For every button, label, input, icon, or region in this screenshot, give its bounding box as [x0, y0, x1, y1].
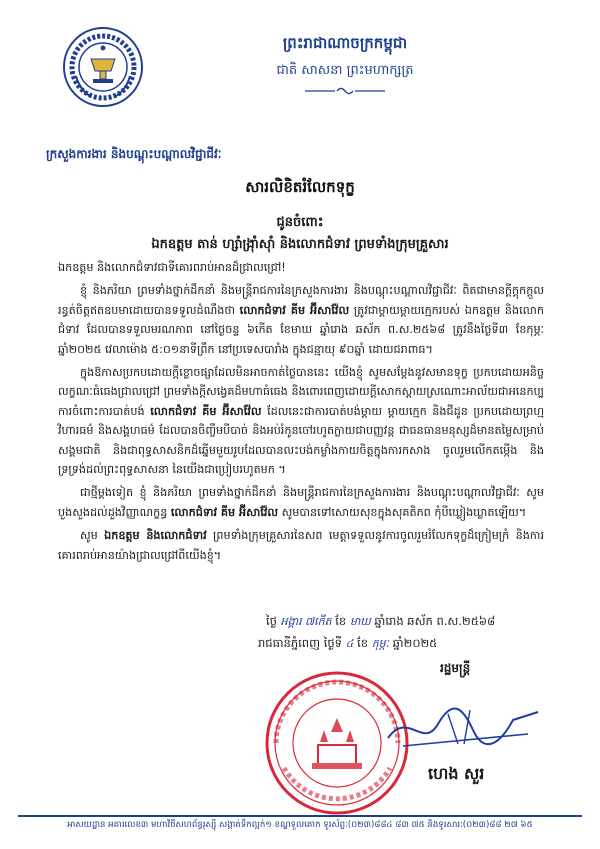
ministry-logo-icon: [62, 26, 144, 108]
letter-title: សារលិខិតរំលែកទុក្ខ: [245, 178, 355, 196]
deceased-name: លោកជំទាវ គីម អ៊ីសាវ៉ែល: [170, 505, 279, 519]
paragraph-3: ជាថ្មីម្តងទៀត ខ្ញុំ និងភរិយា ព្រមទាំងថ្នាក់ដឹកនាំ និងមន្ត្រីរាជការនៃក្រសួងការងារ និងបណ្តុះបណ្តាលវិជ្ជាជីវៈ សូមបួងសួងដល់ដួងវិញ្ញាណក្ខន្ធ លោកជំទាវ គីម អ៊ីសាវ៉ែល សូមបានទៅសោយសុខក្នុងសុគតិភព កុំបីឃ្លៀងឃ្លាតឡើយ។: [58, 486, 544, 519]
handwritten-day: អង្គារ ៧កើត: [280, 615, 332, 628]
recipient-name: ឯកឧត្តម និងលោកជំទាវ: [104, 529, 207, 543]
footer-divider: [18, 815, 582, 817]
footer-address: អាសយដ្ឋាន អគារលេខ៣ មហាវិថីសហព័ន្ធរុស្ស៊ី សង្កាត់ទឹកល្អក់១ ខណ្ឌទួលគោក ទូរស័ព្ទៈ(០២៣)៨៨៤ ៨៣ ៧៥ និងទូរសារៈ(០២៣)៨៨ ២៧ ៦៥: [67, 820, 533, 830]
letterhead: [225, 34, 465, 100]
paragraph-1: ខ្ញុំ និងភរិយា ព្រមទាំងថ្នាក់ដឹកនាំ និងមន្ត្រីរាជការនៃក្រសួងការងារ និងបណ្តុះបណ្តាលវិជ្ជាជីវៈ ពិតជាមានក្តីក្តុកក្តួលរន្ធត់ចិត្តឥតឧបមាដោយបានទទួលដំណឹងថា លោកជំទាវ គីម អ៊ីសាវ៉ែល ត្រូវជាម្តាយម្តាយក្មេករបស់ ឯកឧត្តម និងលោកជំទាវ ដែលបានទទួលមរណភាព នៅថ្ងៃចន្ទ ៦កើត ខែមាឃ ឆ្នាំរោង ឆស័ក ព.ស.២៥៦៨ ត្រូវនឹងថ្ងៃទី៣ ខែកុម្ភៈ ឆ្នាំ២០២៥ វេលាម៉ោង ៥:០១នាទីព្រឹក នៅប្រទេសបារាំង ក្នុងជន្មាយុ ៩០ឆ្នាំ ដោយជរាពាធ។: [58, 284, 544, 356]
letter-body: [58, 258, 544, 569]
kingdom-name: ព្រះរាជាណាចក្រកម្ពុជា: [282, 34, 408, 52]
greeting: ឯកឧត្តម និងលោកជំទាវជាទីគោរពរាប់អានដ៏ជ្រាលជ្រៅ!: [58, 261, 286, 274]
national-motto: ជាតិ សាសនា ព្រះមហាក្សត្រ: [276, 63, 414, 78]
recipient-line: ឯកឧត្តម តាន់ ហ្សាំង្រ៉ាំស៉ាំ និងលោកជំទាវ ព្រមទាំងក្រុមគ្រួសារ: [151, 237, 449, 252]
paragraph-2: ក្នុងឱកាសប្រកបដោយក្តីខ្លោចផ្សាដែលមិនអាចកាត់ថ្លៃបាននេះ យើងខ្ញុំ សូមសម្តែងនូវសមានទុក្ខ ប្រកបដោយអនិច្ចលក្ខណៈធំធេងជ្រាលជ្រៅ ព្រមទាំងក្តីសង្វេគដ៏មហាធំធេង និងពោរពេញដោយក្តីសោកស្តាយស្រណោះអាល័យជាអនេកប្បការចំពោះការបាត់បង់ លោកជំទាវ គីម អ៊ីសាវ៉ែល ដែលនេះជាការបាត់បង់ម្តាយ ម្តាយក្មេក និងជីដូន ប្រកបដោយព្រហ្មវិហារធម៌ និងសង្គហធម៌ ដែលបានចិញ្ចឹមបីបាច់ និងអប់រំកូនចៅរហូតក្លាយជាបញ្ញវន្ត ជាធនធានមនុស្សដ៏មានតម្លៃសម្រាប់សង្គមជាតិ និងជាពុទ្ធសាសនិកដ៏ឆ្នើមមួយរូបដែលបានលះបង់កម្លាំងកាយចិត្តក្នុងការកសាង ចូលរួមលើកតម្កើង និងទ្រទ្រង់ដល់ព្រះពុទ្ធសាសនា នៃយើងជាប្រៀបរហូតមក ។: [58, 366, 544, 477]
handwritten-month: កុម្ភៈ: [371, 637, 390, 650]
deceased-name: លោកជំទាវ គីម អ៊ីសាវ៉ែល: [150, 404, 262, 418]
solar-date: រាជធានីភ្នំពេញ ថ្ងៃទី ៤ ខែ កុម្ភៈ ឆ្នាំ២០២៥: [258, 636, 438, 650]
handwritten-day: ៤: [345, 637, 354, 650]
paragraph-4: សូម ឯកឧត្តម និងលោកជំទាវ ព្រមទាំងក្រុមគ្រួសារនៃសព មេត្តាទទួលនូវការចូលរួមរំលែកទុក្ខដ៏ក្រៀមក្រំ និងការគោរពរាប់អានយ៉ាងជ្រាលជ្រៅពីយើងខ្ញុំ។: [58, 529, 545, 562]
signer-name: ហេង សួរ: [428, 764, 485, 783]
handwritten-signature-icon: [378, 690, 548, 760]
lunar-date: ថ្ងៃ អង្គារ ៧កើត ខែ មាឃ ឆ្នាំរោង ឆស័ក ព.ស.២៥៦៨: [266, 614, 496, 628]
deceased-name: លោកជំទាវ គីម អ៊ីសាវ៉ែល: [239, 303, 350, 317]
handwritten-month: មាឃ: [349, 615, 371, 628]
ornament-divider-icon: [300, 86, 390, 96]
signer-role: រដ្ឋមន្ត្រី: [440, 661, 471, 675]
addressee-label: ជូនចំពោះ: [276, 215, 324, 230]
ministry-name: ក្រសួងការងារ និងបណ្តុះបណ្តាលវិជ្ជាជីវៈ: [46, 147, 222, 161]
